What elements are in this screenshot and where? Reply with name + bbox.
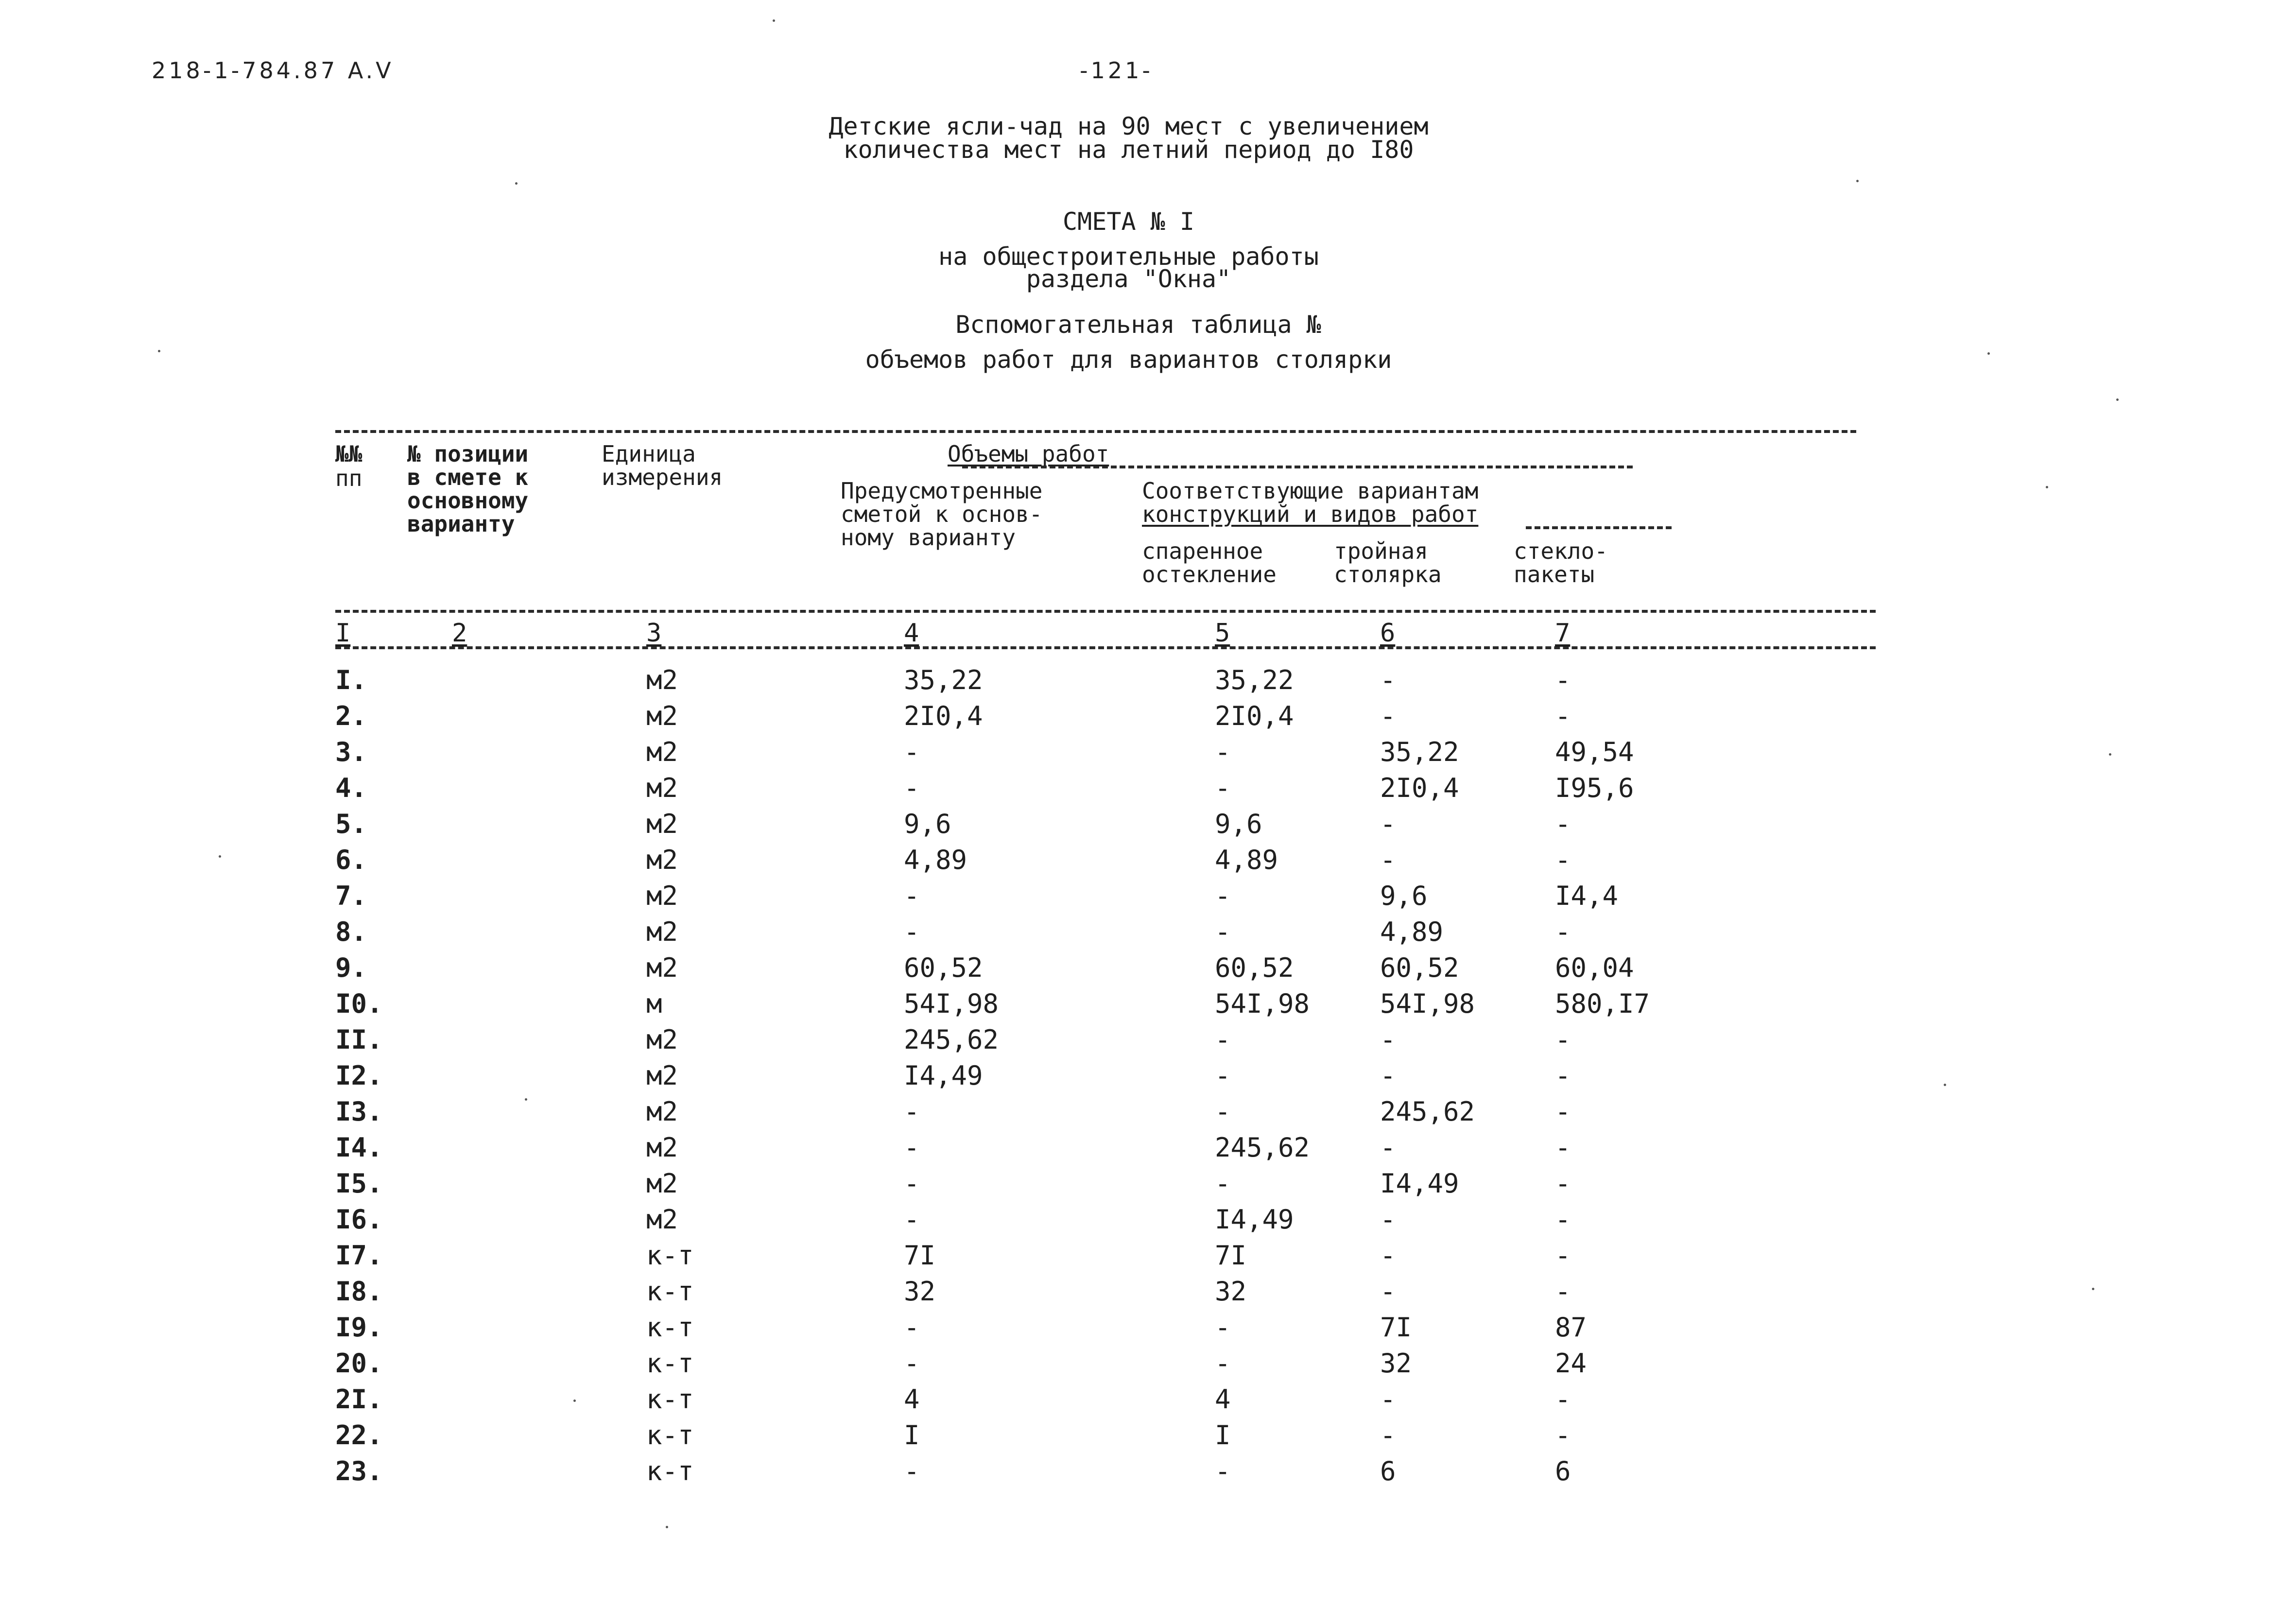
page-number: -121- — [1080, 57, 1153, 84]
row-number: 2I. — [335, 1384, 383, 1415]
glass-units-cell: - — [1555, 665, 1571, 695]
triple-joinery-cell: 35,22 — [1380, 737, 1459, 767]
triple-joinery-cell: 32 — [1380, 1348, 1412, 1379]
double-glazing-cell: - — [1215, 916, 1231, 947]
unit-cell: м2 — [646, 1096, 678, 1127]
unit-cell: м2 — [646, 737, 678, 767]
glass-units-cell: - — [1555, 701, 1571, 731]
double-glazing-cell: 60,52 — [1215, 952, 1294, 983]
col2-header-line1: № позиции — [407, 441, 529, 467]
triple-joinery-cell: - — [1380, 809, 1396, 839]
double-glazing-cell: - — [1215, 1024, 1231, 1055]
glass-units-cell: - — [1555, 1420, 1571, 1451]
base-variant-cell: I — [904, 1420, 920, 1451]
double-glazing-cell: 7I — [1215, 1240, 1247, 1271]
unit-cell: м2 — [646, 1024, 678, 1055]
scan-speck — [2109, 753, 2111, 756]
base-variant-cell: 9,6 — [904, 809, 951, 839]
row-number: I9. — [335, 1312, 383, 1343]
glass-units-cell: - — [1555, 1096, 1571, 1127]
glass-units-cell: - — [1555, 1204, 1571, 1235]
col2-header-line4: варианту — [407, 511, 515, 537]
header-top-rule — [335, 430, 1856, 433]
col7-header-line2: пакеты — [1514, 561, 1595, 588]
row-number: 3. — [335, 737, 367, 767]
base-variant-cell: - — [904, 737, 920, 767]
glass-units-cell: - — [1555, 916, 1571, 947]
double-glazing-cell: - — [1215, 1312, 1231, 1343]
base-variant-cell: - — [904, 1168, 920, 1199]
glass-units-cell: - — [1555, 1132, 1571, 1163]
unit-cell: к-т — [646, 1420, 694, 1451]
row-number: I3. — [335, 1096, 383, 1127]
double-glazing-cell: - — [1215, 1096, 1231, 1127]
col4-header-line3: ному варианту — [841, 524, 1016, 551]
base-variant-cell: 54I,98 — [904, 988, 999, 1019]
base-variant-cell: - — [904, 1456, 920, 1486]
double-glazing-cell: - — [1215, 1168, 1231, 1199]
double-glazing-cell: - — [1215, 1348, 1231, 1379]
unit-cell: м2 — [646, 773, 678, 803]
glass-units-cell: - — [1555, 1060, 1571, 1091]
base-variant-cell: - — [904, 1312, 920, 1343]
row-number: II. — [335, 1024, 383, 1055]
double-glazing-cell: - — [1215, 737, 1231, 767]
base-variant-cell: - — [904, 773, 920, 803]
title-line-1: Детские ясли-чад на 90 мест с увеличением — [829, 112, 1429, 140]
double-glazing-cell: 35,22 — [1215, 665, 1294, 695]
row-number: 5. — [335, 809, 367, 839]
row-number: 6. — [335, 845, 367, 875]
scan-speck — [219, 855, 221, 858]
scan-speck — [573, 1400, 576, 1402]
unit-cell: к-т — [646, 1276, 694, 1307]
row-number: 2. — [335, 701, 367, 731]
unit-cell: м2 — [646, 701, 678, 731]
estimate-subtitle-1: на общестроительные работы — [938, 242, 1319, 271]
unit-cell: м2 — [646, 1204, 678, 1235]
col6-header-line2: столярка — [1334, 561, 1442, 588]
glass-units-cell: 24 — [1555, 1348, 1587, 1379]
glass-units-cell: 6 — [1555, 1456, 1571, 1486]
triple-joinery-cell: - — [1380, 1276, 1396, 1307]
col1-header-line1: №№ — [335, 441, 363, 467]
scan-speck — [666, 1526, 668, 1528]
document-code: 218-1-784.87 A.V — [152, 57, 394, 84]
row-number: I0. — [335, 988, 383, 1019]
estimate-title: СМЕТА № I — [1063, 207, 1194, 236]
row-number: I8. — [335, 1276, 383, 1307]
triple-joinery-cell: - — [1380, 1024, 1396, 1055]
glass-units-cell: - — [1555, 1384, 1571, 1415]
double-glazing-cell: I — [1215, 1420, 1231, 1451]
base-variant-cell: - — [904, 916, 920, 947]
base-variant-cell: I4,49 — [904, 1060, 983, 1091]
double-glazing-cell: 9,6 — [1215, 809, 1262, 839]
unit-cell: к-т — [646, 1240, 694, 1271]
scan-speck — [1987, 352, 1990, 355]
triple-joinery-cell: 2I0,4 — [1380, 773, 1459, 803]
base-variant-cell: 35,22 — [904, 665, 983, 695]
double-glazing-cell: - — [1215, 1060, 1231, 1091]
unit-cell: м2 — [646, 845, 678, 875]
glass-units-cell: - — [1555, 845, 1571, 875]
unit-cell: м — [646, 988, 662, 1019]
glass-units-cell: 87 — [1555, 1312, 1587, 1343]
row-number: 9. — [335, 952, 367, 983]
triple-joinery-cell: 6 — [1380, 1456, 1396, 1486]
double-glazing-cell: - — [1215, 1456, 1231, 1486]
triple-joinery-cell: - — [1380, 1384, 1396, 1415]
base-variant-cell: 2I0,4 — [904, 701, 983, 731]
row-number: 8. — [335, 916, 367, 947]
row-number: I6. — [335, 1204, 383, 1235]
variants-header-line1: Соответствующие вариантам — [1142, 478, 1479, 504]
column-number-rule — [335, 646, 1876, 649]
double-glazing-cell: - — [1215, 881, 1231, 911]
column-number-2: 2 — [452, 619, 467, 648]
column-number-6: 6 — [1380, 619, 1396, 648]
triple-joinery-cell: 54I,98 — [1380, 988, 1475, 1019]
scan-speck — [2116, 398, 2119, 401]
double-glazing-cell: - — [1215, 773, 1231, 803]
double-glazing-cell: 2I0,4 — [1215, 701, 1294, 731]
triple-joinery-cell: - — [1380, 1420, 1396, 1451]
double-glazing-cell: 32 — [1215, 1276, 1247, 1307]
scan-speck — [515, 182, 518, 185]
row-number: I4. — [335, 1132, 383, 1163]
scan-speck — [2092, 1288, 2094, 1290]
glass-units-cell: 49,54 — [1555, 737, 1634, 767]
row-number: 20. — [335, 1348, 383, 1379]
row-number: 22. — [335, 1420, 383, 1451]
scan-speck — [1856, 180, 1859, 182]
col7-header-line1: стекло- — [1514, 538, 1608, 564]
unit-cell: м2 — [646, 881, 678, 911]
scan-speck — [158, 350, 160, 352]
header-bottom-rule — [335, 610, 1876, 613]
scan-speck — [525, 1098, 527, 1101]
base-variant-cell: - — [904, 1132, 920, 1163]
row-number: I2. — [335, 1060, 383, 1091]
double-glazing-cell: 245,62 — [1215, 1132, 1310, 1163]
col4-header-line1: Предусмотренные — [841, 478, 1043, 504]
row-number: 23. — [335, 1456, 383, 1486]
column-number-3: 3 — [646, 619, 662, 648]
glass-units-cell: - — [1555, 1240, 1571, 1271]
base-variant-cell: 4,89 — [904, 845, 967, 875]
triple-joinery-cell: - — [1380, 1132, 1396, 1163]
col3-header-line1: Единица — [602, 441, 696, 467]
scan-speck — [773, 19, 775, 22]
unit-cell: м2 — [646, 952, 678, 983]
glass-units-cell: - — [1555, 1168, 1571, 1199]
base-variant-cell: - — [904, 881, 920, 911]
triple-joinery-cell: 9,6 — [1380, 881, 1428, 911]
unit-cell: м2 — [646, 1060, 678, 1091]
glass-units-cell: 580,I7 — [1555, 988, 1650, 1019]
glass-units-cell: I4,4 — [1555, 881, 1619, 911]
unit-cell: к-т — [646, 1312, 694, 1343]
glass-units-cell: I95,6 — [1555, 773, 1634, 803]
unit-cell: к-т — [646, 1348, 694, 1379]
base-variant-cell: 60,52 — [904, 952, 983, 983]
triple-joinery-cell: - — [1380, 701, 1396, 731]
col5-header-line2: остекление — [1142, 561, 1277, 588]
triple-joinery-cell: - — [1380, 665, 1396, 695]
row-number: I5. — [335, 1168, 383, 1199]
estimate-subtitle-2: раздела "Окна" — [1026, 265, 1231, 293]
unit-cell: м2 — [646, 1168, 678, 1199]
base-variant-cell: 245,62 — [904, 1024, 999, 1055]
row-number: I7. — [335, 1240, 383, 1271]
triple-joinery-cell: 60,52 — [1380, 952, 1459, 983]
glass-units-cell: - — [1555, 809, 1571, 839]
col4-header-line2: сметой к основ- — [841, 501, 1043, 527]
triple-joinery-cell: 4,89 — [1380, 916, 1444, 947]
base-variant-cell: - — [904, 1204, 920, 1235]
unit-cell: м2 — [646, 916, 678, 947]
row-number: 7. — [335, 881, 367, 911]
base-variant-cell: 4 — [904, 1384, 920, 1415]
glass-units-cell: - — [1555, 1024, 1571, 1055]
column-number-7: 7 — [1555, 619, 1571, 648]
glass-units-cell: - — [1555, 1276, 1571, 1307]
col2-header-line2: в смете к — [407, 464, 529, 490]
unit-cell: м2 — [646, 809, 678, 839]
triple-joinery-cell: - — [1380, 1060, 1396, 1091]
triple-joinery-cell: 245,62 — [1380, 1096, 1475, 1127]
double-glazing-cell: 4 — [1215, 1384, 1231, 1415]
col1-header-line2: пп — [335, 465, 363, 491]
col5-header-line1: спаренное — [1142, 538, 1263, 564]
triple-joinery-cell: - — [1380, 845, 1396, 875]
title-line-2: количества мест на летний период до I80 — [843, 136, 1414, 164]
variants-end-rule — [1526, 526, 1672, 529]
base-variant-cell: 32 — [904, 1276, 936, 1307]
unit-cell: м2 — [646, 1132, 678, 1163]
col6-header-line1: тройная — [1334, 538, 1428, 564]
base-variant-cell: - — [904, 1348, 920, 1379]
variants-header-line2: конструкций и видов работ — [1142, 501, 1479, 527]
glass-units-cell: 60,04 — [1555, 952, 1634, 983]
row-number: 4. — [335, 773, 367, 803]
triple-joinery-cell: 7I — [1380, 1312, 1412, 1343]
column-number-1: I — [335, 619, 351, 648]
table-title-1: Вспомогательная таблица № — [955, 311, 1321, 339]
scan-speck — [2046, 486, 2048, 488]
double-glazing-cell: 54I,98 — [1215, 988, 1310, 1019]
scan-speck — [1944, 1084, 1946, 1086]
triple-joinery-cell: - — [1380, 1204, 1396, 1235]
column-number-5: 5 — [1215, 619, 1230, 648]
row-number: I. — [335, 665, 367, 695]
column-number-4: 4 — [904, 619, 919, 648]
unit-cell: м2 — [646, 665, 678, 695]
base-variant-cell: 7I — [904, 1240, 936, 1271]
triple-joinery-cell: - — [1380, 1240, 1396, 1271]
triple-joinery-cell: I4,49 — [1380, 1168, 1459, 1199]
table-title-2: объемов работ для вариантов столярки — [865, 346, 1392, 374]
volumes-header: Объемы работ — [948, 441, 1109, 467]
col2-header-line3: основному — [407, 487, 529, 514]
unit-cell: к-т — [646, 1384, 694, 1415]
base-variant-cell: - — [904, 1096, 920, 1127]
unit-cell: к-т — [646, 1456, 694, 1486]
col3-header-line2: измерения — [602, 464, 723, 490]
double-glazing-cell: 4,89 — [1215, 845, 1278, 875]
double-glazing-cell: I4,49 — [1215, 1204, 1294, 1235]
